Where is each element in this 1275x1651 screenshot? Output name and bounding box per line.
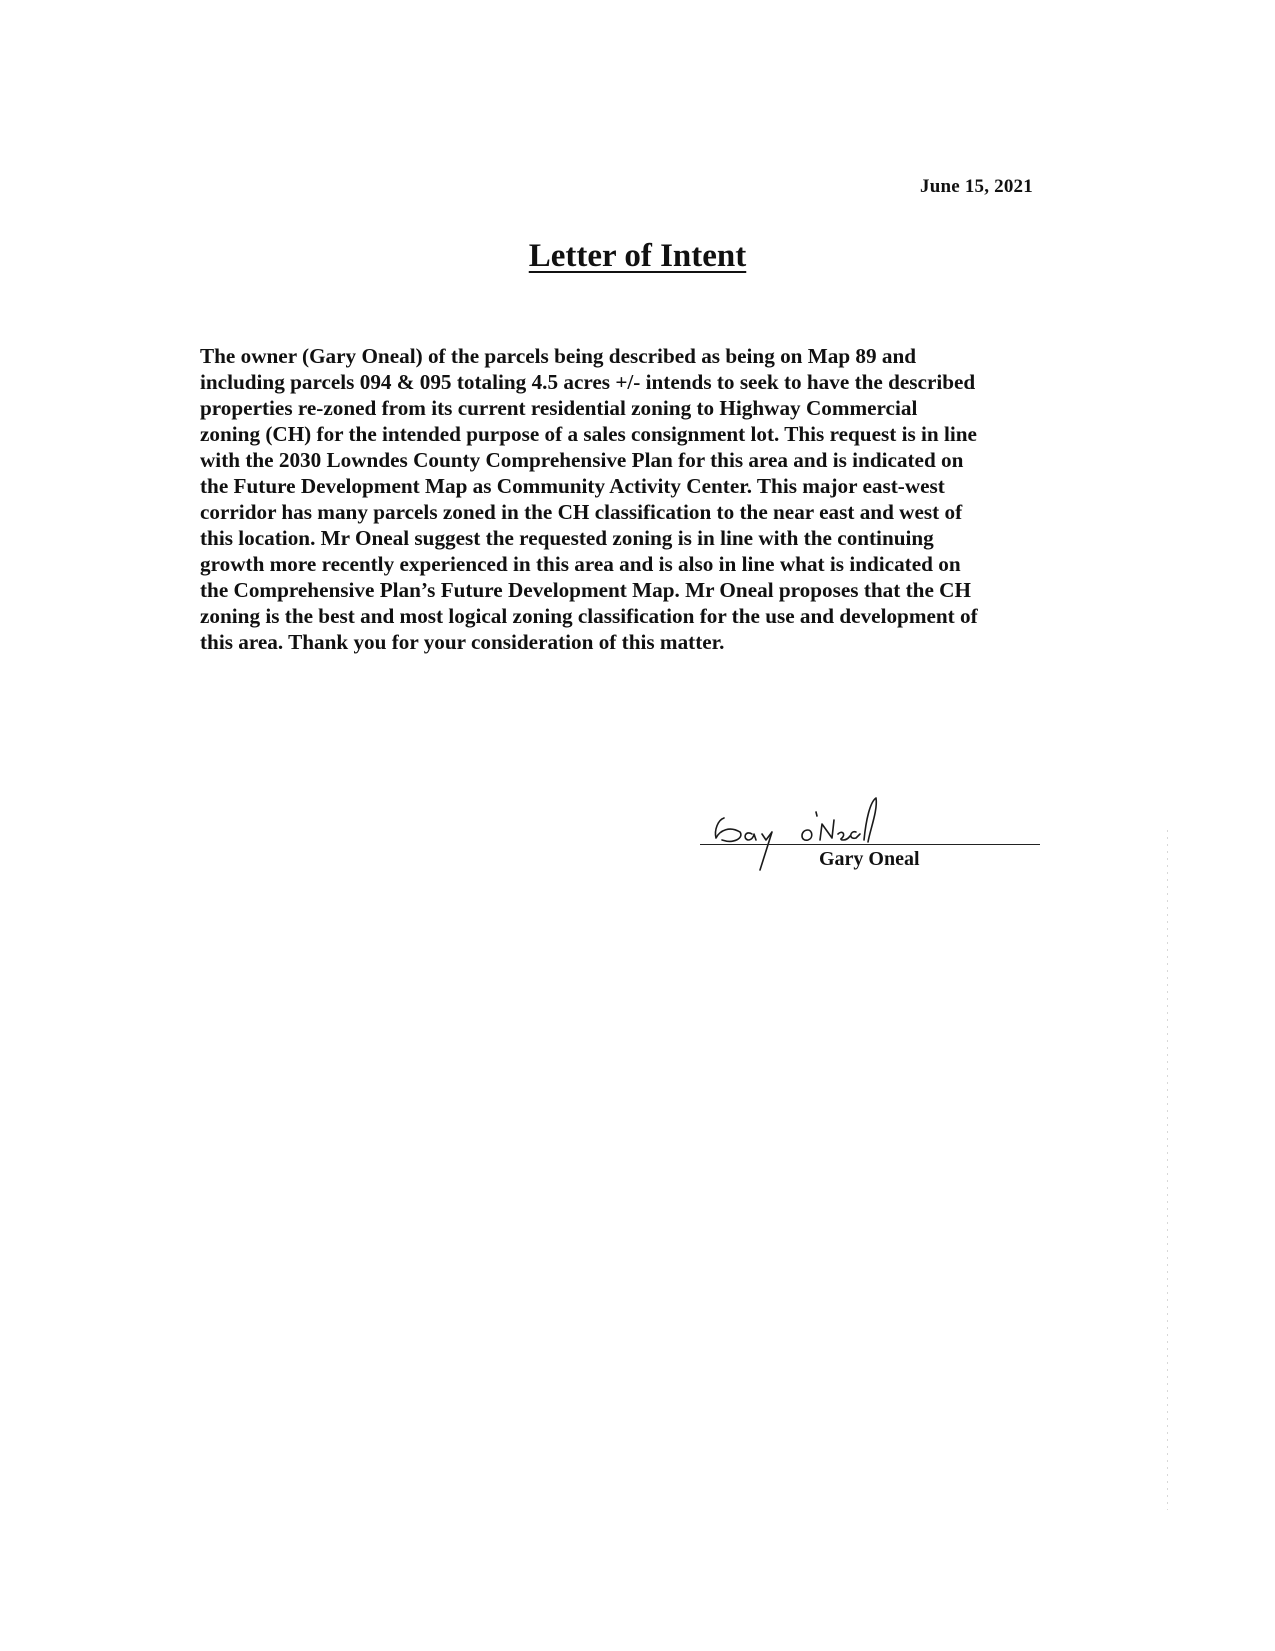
body-line: with the 2030 Lowndes County Comprehensive Plan for this area and is indicated on [200, 448, 964, 472]
body-line: growth more recently experienced in this area and is also in line what is indicated on [200, 552, 961, 576]
letter-body [200, 343, 1080, 655]
signature-line [700, 844, 1040, 845]
body-line: this location. Mr Oneal suggest the requested zoning is in line with the continuing [200, 526, 934, 550]
body-line: zoning is the best and most logical zoning classification for the use and development of [200, 604, 978, 628]
body-line: this area. Thank you for your consideration of this matter. [200, 630, 725, 654]
body-line: The owner (Gary Oneal) of the parcels being described as being on Map 89 and [200, 344, 917, 368]
letter-date: June 15, 2021 [920, 176, 1033, 197]
body-line: including parcels 094 & 095 totaling 4.5 acres +/- intends to seek to have the described [200, 370, 976, 394]
signature-block [700, 800, 1040, 890]
scan-edge-artifact [1167, 830, 1168, 1510]
printed-name: Gary Oneal [819, 848, 920, 870]
body-line: the Future Development Map as Community Activity Center. This major east-west [200, 474, 945, 498]
body-line: the Comprehensive Plan’s Future Development Map. Mr Oneal proposes that the CH [200, 578, 971, 602]
letter-title [0, 238, 1275, 275]
body-line: zoning (CH) for the intended purpose of a sales consignment lot. This request is in line [200, 422, 977, 446]
body-line: properties re-zoned from its current residential zoning to Highway Commercial [200, 396, 918, 420]
title-text: Letter of Intent [528, 238, 747, 274]
body-line: corridor has many parcels zoned in the CH classification to the near east and west of [200, 500, 963, 524]
